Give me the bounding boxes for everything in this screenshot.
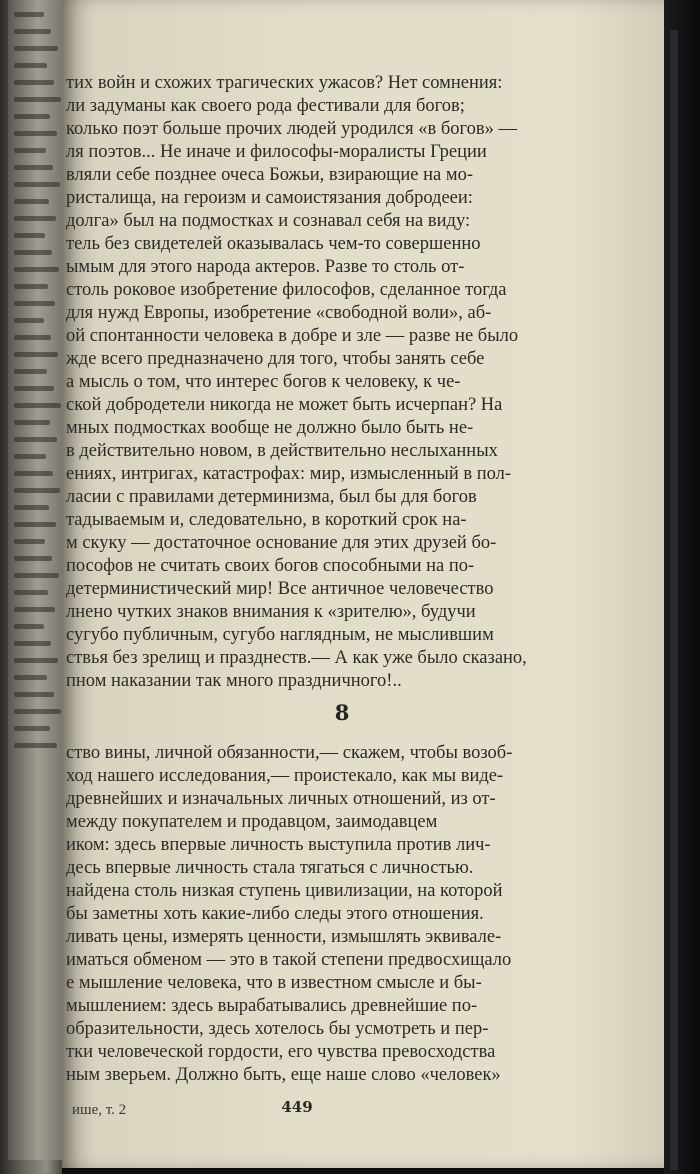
ghost-text-line — [14, 284, 48, 289]
text-line: а мысль о том, что интерес богов к человеку, к че- — [66, 372, 461, 392]
text-line: ля поэтов... Не иначе и философы-моралисты Греции — [66, 142, 487, 162]
left-page-strip — [8, 0, 62, 1160]
ghost-text-line — [14, 709, 61, 714]
text-line: ымым для этого народа актеров. Разве то столь от- — [66, 257, 465, 277]
ghost-text-line — [14, 165, 53, 170]
text-line: вляли себе позднее очеса Божьи, взирающие на мо- — [66, 165, 473, 185]
text-line: ход нашего исследования,— проистекало, как мы виде- — [66, 766, 504, 786]
text-line: ливать цены, измерять ценности, измышлять эквивале- — [66, 927, 502, 947]
ghost-text-line — [14, 97, 61, 102]
text-line: найдена столь низкая ступень цивилизации, на которой — [66, 881, 503, 901]
ghost-text-line — [14, 573, 59, 578]
ghost-text-line — [14, 539, 45, 544]
text-line: в действительно новом, в действительно неслыханных — [66, 441, 498, 461]
text-line: долга» был на подмостках и сознавал себя на виду: — [66, 211, 471, 231]
ghost-text-line — [14, 607, 55, 612]
ghost-text-line — [14, 675, 47, 680]
text-line: ристалища, на героизм и самоистязания добродееи: — [66, 188, 473, 208]
ghost-text-line — [14, 403, 61, 408]
ghost-text-line — [14, 63, 47, 68]
text-line: пном наказании так много праздничного!.. — [66, 671, 402, 691]
text-line: колько поэт больше прочих людей уродился «в богов» — — [66, 119, 517, 139]
text-line: ской добродетели никогда не может быть исчерпан? На — [66, 395, 503, 415]
text-line: для нужд Европы, изобретение «свободной воли», аб- — [66, 303, 492, 323]
ghost-text-line — [14, 624, 44, 629]
text-line: мышлением: здесь вырабатывались древнейшие по- — [66, 996, 478, 1016]
page-number: 449 — [281, 1098, 313, 1116]
ghost-text-line — [14, 726, 50, 731]
ghost-text-line — [14, 199, 49, 204]
text-line: бы заметны хоть какие-либо следы этого отношения. — [66, 904, 484, 924]
text-line: тель без свидетелей оказывалась чем-то совершенно — [66, 234, 481, 254]
ghost-text-line — [14, 250, 52, 255]
text-line: столь роковое изобретение философов, сделанное тогда — [66, 280, 507, 300]
text-line: е мышление человека, что в известном смысле и бы- — [66, 973, 482, 993]
ghost-text-line — [14, 233, 45, 238]
ghost-text-line — [14, 743, 57, 748]
ghost-text-line — [14, 658, 58, 663]
ghost-text-line — [14, 301, 55, 306]
ghost-text-line — [14, 692, 54, 697]
text-line: между покупателем и продавцом, заимодавцем — [66, 812, 438, 832]
ghost-text-line — [14, 182, 60, 187]
text-line: м скуку — достаточное основание для этих друзей бо- — [66, 533, 497, 553]
book-page — [62, 0, 664, 1168]
section-number: 8 — [334, 700, 350, 725]
ghost-text-line — [14, 352, 58, 357]
ghost-text-line — [14, 522, 56, 527]
ghost-text-line — [14, 420, 50, 425]
ghost-text-line — [14, 114, 50, 119]
text-line: ствья без зрелищ и празднеств.— А как уже было сказано, — [66, 648, 527, 668]
ghost-text-line — [14, 556, 52, 561]
ghost-text-line — [14, 369, 47, 374]
text-line: ным зверьем. Должно быть, еще наше слово «человек» — [66, 1065, 501, 1085]
text-line: мных подмостках вообще не должно было быть не- — [66, 418, 474, 438]
ghost-text-line — [14, 267, 59, 272]
text-line: ласии с правилами детерминизма, был бы для богов — [66, 487, 477, 507]
footer-running-title: ише, т. 2 — [72, 1102, 127, 1118]
text-line: тих войн и схожих трагических ужасов? Нет сомнения: — [66, 73, 503, 93]
text-line: образительности, здесь хотелось бы усмотреть и пер- — [66, 1019, 489, 1039]
ghost-text-line — [14, 29, 51, 34]
paragraph-section-7 — [66, 72, 664, 693]
text-line: древнейших и изначальных личных отношений, из от- — [66, 789, 496, 809]
text-line: иматься обменом — это в такой степени предвосхищало — [66, 950, 512, 970]
text-line: ли задуманы как своего рода фестивали для богов; — [66, 96, 465, 116]
cover-sliver — [670, 30, 678, 1170]
ghost-text-line — [14, 335, 51, 340]
cover-edge — [664, 0, 700, 1174]
ghost-text-line — [14, 131, 57, 136]
text-line: ство вины, личной обязанности,— скажем, чтобы возоб- — [66, 743, 513, 763]
ghost-text-line — [14, 505, 49, 510]
text-line: детерминистический мир! Все античное человечество — [66, 579, 494, 599]
text-line: тадываемым и, следовательно, в короткий срок на- — [66, 510, 467, 530]
ghost-text-line — [14, 148, 46, 153]
text-line: жде всего предназначено для того, чтобы занять себе — [66, 349, 485, 369]
text-line: пософов не считать своих богов способными на по- — [66, 556, 475, 576]
ghost-text-line — [14, 216, 56, 221]
ghost-text-line — [14, 488, 60, 493]
text-line: десь впервые личность стала тягаться с личностью. — [66, 858, 474, 878]
text-line: ой спонтанности человека в добре и зле — разве не было — [66, 326, 519, 346]
text-line: сугубо публичным, сугубо наглядным, не мыслившим — [66, 625, 494, 645]
text-line: тки человеческой гордости, его чувства превосходства — [66, 1042, 496, 1062]
paragraph-section-8 — [66, 742, 664, 1087]
ghost-text-line — [14, 386, 54, 391]
text-line: лнено чутких знаков внимания к «зрителю», будучи — [66, 602, 476, 622]
text-line: ениях, интригах, катастрофах: мир, измысленный в пол- — [66, 464, 512, 484]
ghost-text-line — [14, 46, 58, 51]
text-line: иком: здесь впервые личность выступила против лич- — [66, 835, 491, 855]
ghost-text-line — [14, 641, 51, 646]
ghost-text-line — [14, 12, 44, 17]
ghost-text-line — [14, 437, 57, 442]
ghost-text-line — [14, 471, 53, 476]
ghost-text-line — [14, 454, 46, 459]
ghost-text-line — [14, 318, 44, 323]
ghost-text-line — [14, 590, 48, 595]
ghost-text-line — [14, 80, 54, 85]
